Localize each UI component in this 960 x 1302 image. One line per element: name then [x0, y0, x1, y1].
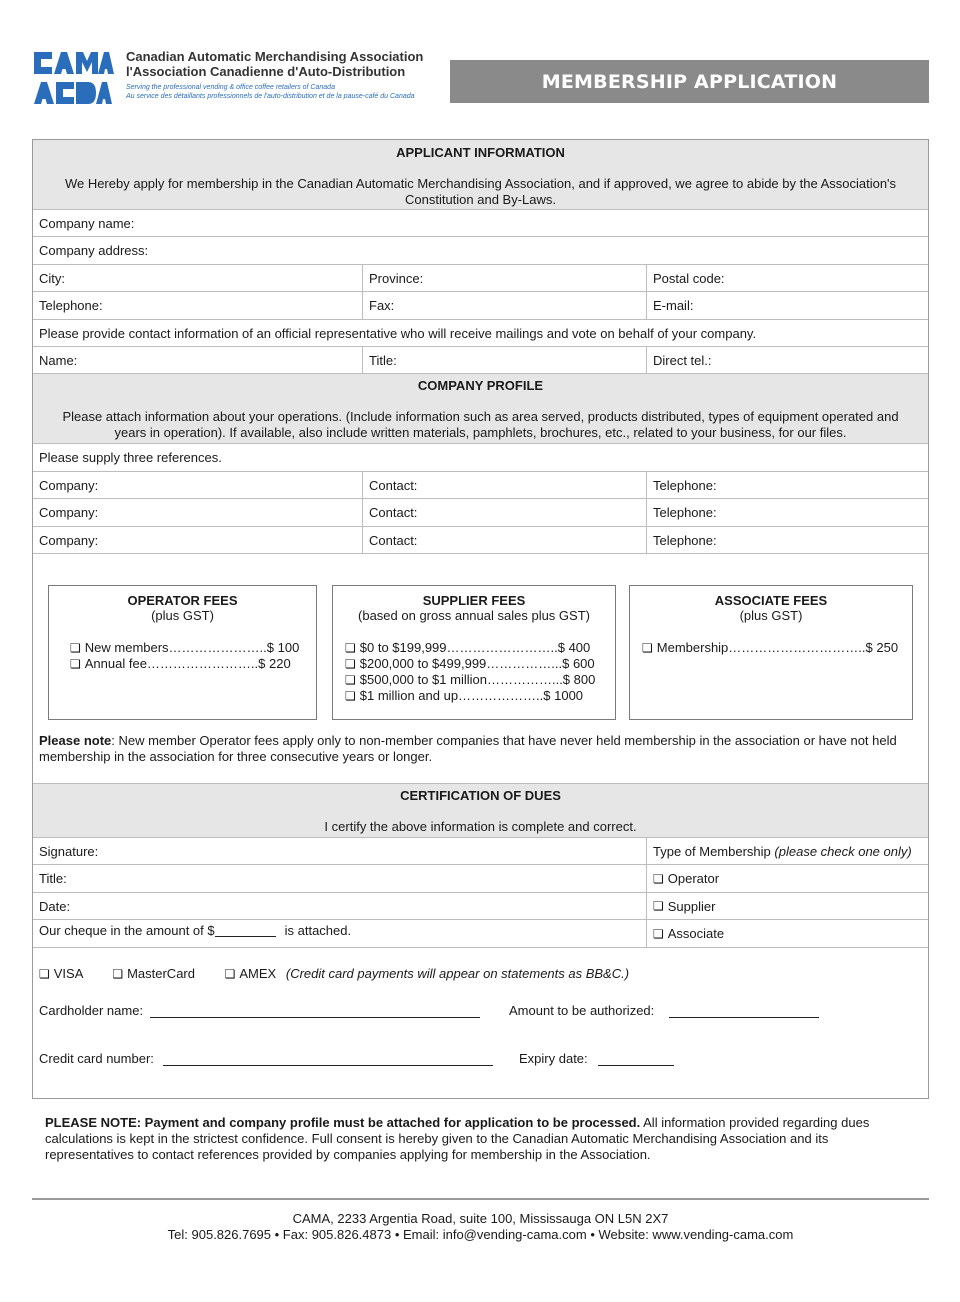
tagline-en: Serving the professional vending & office coffee retailers of Canada	[126, 84, 335, 91]
payment-option-amex[interactable]	[225, 966, 277, 981]
checkbox-icon[interactable]: ❏	[39, 967, 50, 981]
references-note: Please supply three references.	[39, 450, 222, 465]
certification-section-header	[33, 783, 928, 838]
fee-option[interactable]	[70, 640, 316, 656]
amount-authorized-line[interactable]	[669, 998, 819, 1018]
email-field[interactable]: E-mail:	[646, 292, 928, 319]
checkbox-icon[interactable]: ❏	[653, 871, 664, 886]
rep-direct-tel-field[interactable]: Direct tel.:	[646, 347, 928, 373]
fax-field[interactable]: Fax:	[362, 292, 646, 319]
fee-option[interactable]	[345, 640, 615, 656]
form-title: MEMBERSHIP APPLICATION	[450, 60, 929, 103]
membership-type-text: Type of Membership	[653, 843, 771, 859]
fee-option-label: $1 million and up………………..$ 1000	[359, 688, 584, 703]
org-name-fr: l'Association Canadienne d'Auto-Distribution	[126, 64, 406, 79]
membership-option-associate[interactable]	[646, 920, 928, 947]
membership-option-label: Supplier	[667, 898, 716, 914]
fee-option-label: $0 to $199,999……………………..$ 400	[359, 640, 591, 655]
profile-intro: Please attach information about your operations. (Include information such as area served, products distributed, types of equipment operated and years in operation). If available, also include written materials, pamphlets, brochures, etc., related to your business, for our files.	[62, 409, 899, 440]
rep-title-field[interactable]: Title:	[362, 347, 646, 373]
associate-fees-box	[629, 585, 913, 720]
cardholder-name-field[interactable]	[39, 998, 480, 1018]
certification-statement: I certify the above information is complete and correct.	[324, 819, 637, 834]
amount-authorized-label: Amount to be authorized:	[509, 1003, 655, 1018]
checkbox-icon[interactable]: ❏	[653, 899, 664, 913]
please-note-bold: PLEASE NOTE: Payment and company profile must be attached for application to be processed.	[45, 1115, 641, 1130]
certification-heading: CERTIFICATION OF DUES	[400, 788, 561, 803]
application-form	[32, 139, 929, 1099]
fees-note-label: Please note	[39, 733, 112, 748]
membership-option-operator[interactable]	[646, 865, 928, 892]
postal-code-field[interactable]: Postal code:	[646, 265, 928, 291]
cardholder-name-line[interactable]	[150, 998, 480, 1018]
fee-option-label: Annual fee……………………..$ 220	[84, 656, 291, 671]
company-name-row[interactable]	[33, 210, 928, 237]
reference-company-field[interactable]: Company:	[39, 505, 99, 520]
card-number-field[interactable]	[39, 1046, 493, 1066]
city-field[interactable]: City:	[39, 270, 65, 286]
card-number-line[interactable]	[163, 1046, 493, 1066]
reference-telephone-field[interactable]: Telephone:	[646, 472, 928, 498]
cheque-amount-line[interactable]	[215, 923, 276, 937]
applicant-section-header	[33, 140, 928, 210]
payment-option-visa[interactable]	[39, 966, 83, 981]
checkbox-icon[interactable]: ❏	[70, 641, 81, 655]
cheque-suffix: is attached.	[284, 923, 352, 938]
telephone-row	[33, 292, 928, 320]
city-row	[33, 265, 928, 292]
organization-block	[126, 49, 423, 101]
cheque-field[interactable]	[33, 920, 646, 947]
page-header	[32, 44, 929, 110]
references-note-row	[33, 444, 928, 472]
cert-date-row	[33, 893, 928, 920]
cheque-prefix: Our cheque in the amount of $	[39, 923, 215, 938]
fee-option[interactable]	[642, 640, 912, 656]
membership-option-supplier[interactable]	[646, 893, 928, 919]
reference-contact-field[interactable]: Contact:	[362, 472, 646, 498]
reference-row	[33, 472, 928, 499]
amex-label: AMEX	[239, 966, 277, 981]
reference-telephone-field[interactable]: Telephone:	[646, 499, 928, 526]
expiry-date-line[interactable]	[598, 1046, 674, 1066]
operator-fees-box	[48, 585, 317, 720]
checkbox-icon[interactable]: ❏	[112, 967, 124, 981]
org-name-en: Canadian Automatic Merchandising Association	[126, 49, 424, 64]
expiry-date-field[interactable]	[519, 1046, 674, 1066]
cheque-row	[33, 920, 928, 948]
membership-type-label	[646, 838, 928, 864]
profile-section-header	[33, 374, 928, 444]
operator-fees-subtitle: (plus GST)	[151, 608, 214, 623]
reference-company-field[interactable]: Company:	[39, 532, 99, 548]
visa-label: VISA	[53, 966, 83, 981]
footer-contact: Tel: 905.826.7695 • Fax: 905.826.4873 • Email: info@vending-cama.com • Website: www.vending-cama.com	[167, 1227, 794, 1242]
mastercard-label: MasterCard	[127, 966, 195, 981]
reference-company-field[interactable]: Company:	[39, 477, 99, 493]
telephone-field[interactable]: Telephone:	[39, 298, 103, 313]
reference-row	[33, 499, 928, 527]
footer-address: CAMA, 2233 Argentia Road, suite 100, Mississauga ON L5N 2X7	[292, 1211, 669, 1226]
membership-option-label: Operator	[667, 871, 720, 886]
operator-fees-title: OPERATOR FEES	[127, 593, 238, 608]
supplier-fees-subtitle: (based on gross annual sales plus GST)	[358, 608, 590, 623]
reference-contact-field[interactable]: Contact:	[362, 499, 646, 526]
profile-heading: COMPANY PROFILE	[417, 378, 544, 393]
membership-type-hint: (please check one only)	[774, 843, 912, 859]
fee-option[interactable]	[70, 656, 316, 672]
fee-option-label: Membership…………………………..$ 250	[656, 640, 899, 655]
checkbox-icon[interactable]: ❏	[224, 967, 236, 981]
reference-row	[33, 527, 928, 554]
representative-note: Please provide contact information of an official representative who will receive mailings and vote on behalf of your company.	[39, 325, 757, 341]
representative-note-row	[33, 320, 928, 347]
fee-option-label: $500,000 to $1 million……………...$ 800	[359, 672, 596, 687]
associate-fees-subtitle: (plus GST)	[739, 608, 803, 623]
company-address-field[interactable]: Company address:	[39, 243, 149, 258]
membership-option-label: Associate	[667, 926, 725, 941]
company-name-field[interactable]: Company name:	[39, 215, 135, 231]
checkbox-icon[interactable]: ❏	[345, 641, 356, 655]
supplier-fees-box	[332, 585, 616, 720]
fee-option-label: New members…………………..$ 100	[84, 640, 300, 655]
payment-option-mastercard[interactable]	[112, 966, 195, 981]
supplier-fees-title: SUPPLIER FEES	[422, 593, 526, 608]
expiry-date-label: Expiry date:	[519, 1051, 588, 1066]
company-address-row[interactable]	[33, 237, 928, 265]
applicant-intro: We Hereby apply for membership in the Canadian Automatic Merchandising Association, and if approved, we agree to abide by the Association's Constitution and By-Laws.	[64, 176, 897, 207]
footer-divider	[32, 1198, 929, 1200]
applicant-heading: APPLICANT INFORMATION	[396, 145, 565, 160]
fee-option[interactable]	[345, 656, 615, 672]
fees-note-text: : New member Operator fees apply only to non-member companies that have never held membership in the association or have not held membership in the association for three consecutive years or longer.	[39, 733, 897, 764]
payment-methods	[39, 966, 629, 981]
cert-title-field[interactable]: Title:	[39, 871, 67, 886]
reference-telephone-field[interactable]: Telephone:	[646, 527, 928, 553]
representative-row	[33, 347, 928, 374]
amount-authorized-field[interactable]	[509, 998, 819, 1018]
please-note-text: All information provided regarding dues calculations is kept in the strictest confidence. Full consent is hereby given to the Canadian Automatic Merchandising Association and its representatives to contact references provided by companies applying for membership in the Association.	[45, 1115, 870, 1162]
province-field[interactable]: Province:	[362, 265, 646, 291]
card-note: (Credit card payments will appear on statements as BB&C.)	[285, 966, 630, 981]
please-note	[45, 1115, 920, 1163]
cama-logo	[32, 50, 114, 106]
fee-option[interactable]	[345, 688, 615, 704]
checkbox-icon[interactable]: ❏	[345, 689, 356, 703]
cert-date-field[interactable]: Date:	[39, 898, 71, 914]
checkbox-icon[interactable]: ❏	[642, 641, 653, 655]
associate-fees-title: ASSOCIATE FEES	[714, 593, 828, 608]
tagline-fr: Au service des détaillants professionnels de l'auto-distribution et de la pause-café du Canada	[126, 93, 415, 100]
fee-option-label: $200,000 to $499,999……………...$ 600	[359, 656, 595, 671]
signature-field[interactable]: Signature:	[39, 843, 99, 859]
checkbox-icon[interactable]: ❏	[345, 657, 356, 671]
checkbox-icon[interactable]: ❏	[70, 657, 81, 671]
card-number-label: Credit card number:	[39, 1051, 154, 1066]
fee-option[interactable]	[345, 672, 615, 688]
fees-note	[39, 733, 924, 765]
cardholder-name-label: Cardholder name:	[39, 1003, 144, 1018]
cert-title-row	[33, 865, 928, 893]
signature-row	[33, 838, 928, 865]
rep-name-field[interactable]: Name:	[39, 352, 78, 368]
checkbox-icon[interactable]: ❏	[345, 673, 356, 687]
page-footer	[32, 1211, 929, 1243]
checkbox-icon[interactable]: ❏	[653, 926, 664, 941]
reference-contact-field[interactable]: Contact:	[362, 527, 646, 553]
